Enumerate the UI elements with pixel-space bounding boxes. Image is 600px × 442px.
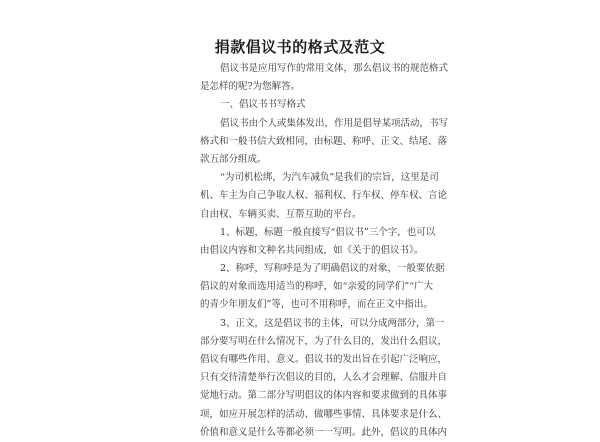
paragraph-line: 只有交待清楚举行次倡议的目的，人么才会理解、信服并自	[200, 372, 448, 384]
paragraph-line: 2、称呼，写称呼是为了明确倡议的对象，一般要依据	[220, 263, 445, 275]
paragraph-line: 倡议的对象而选用适当的称呼，如“亲爱的同学们”“广大	[200, 281, 434, 293]
paragraph-line: 格式和一般书信大致相同，由标题、称呼、正文、结尾、落	[200, 135, 448, 147]
paragraph-line: 由倡议内容和文种名共同组成，如《关于的倡议书》。	[200, 244, 424, 256]
paragraph-line: 倡议书是应用写作的常用文体，那么倡议书的规范格式	[220, 63, 449, 74]
paragraph-line: 倡议书由个人或集体发出，作用是倡导某项活动，书写	[220, 117, 449, 129]
document-title: 捐款倡议书的格式及范文	[214, 38, 386, 56]
paragraph-line: 项，如应开展怎样的活动、做哪些事情、具体要求是什么、	[200, 408, 448, 420]
paragraph-line: 是怎样的呢?为您解答。	[200, 81, 301, 93]
paragraph-line: 的青少年朋友们”等，也可不用称呼，而在正文中指出。	[200, 299, 433, 311]
paragraph-line: 款五部分组成。	[200, 153, 267, 165]
paragraph-line: 觉地行动。第二部分写明倡议的体内容和要求做到的具体事	[200, 390, 448, 402]
paragraph-line: 部分要写明在什么情况下，为了什么目的，发出什么倡议，	[200, 335, 448, 347]
paragraph-line: 3、正文，这是倡议书的主体，可以分成两部分，第一	[220, 317, 445, 329]
paragraph-line: 价值和意义是什么等都必须一一写明。此外，倡议的具体内	[200, 426, 448, 438]
document-body	[200, 60, 449, 442]
paragraph-line: 自由权、车辆买卖、互帮互助的平台。	[200, 208, 362, 220]
paragraph-line: 倡议有哪些作用、意义。倡议书的发出旨在引起广泛响应，	[200, 354, 448, 365]
paragraph-line: 机、车主为自己争取人权、福利权、行车权、停车权、言论	[200, 190, 448, 202]
paragraph-line: 1、标题，标题一般直接写“倡议书”三个字，也可以	[220, 226, 436, 238]
paragraph-line: “为司机松绑，为汽车减负”是我们的宗旨，这里是司	[220, 172, 439, 184]
paragraph-line: 一、倡议书书写格式	[220, 99, 306, 111]
